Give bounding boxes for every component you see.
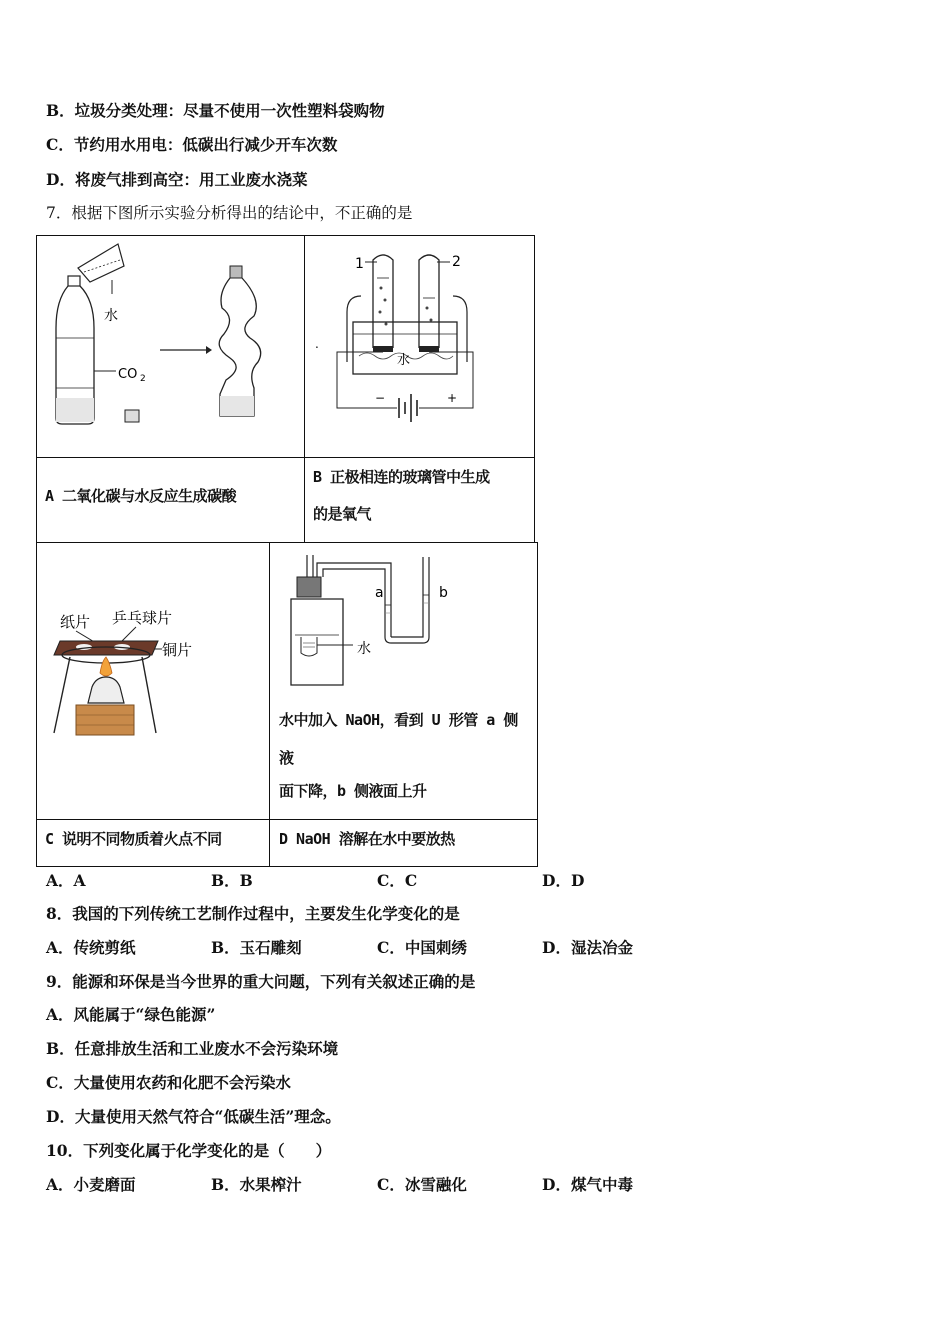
label-tube-2: 2 xyxy=(452,254,461,270)
label-minus: − xyxy=(375,391,386,405)
svg-text:.: . xyxy=(315,337,319,351)
q6-option-c: C．节约用水用电：低碳出行减少开车次数 xyxy=(46,135,338,154)
note-d-line1: 水中加入 NaOH，看到 U 形管 a 侧 xyxy=(279,711,518,729)
label-tube-1: 1 xyxy=(355,256,364,272)
q6-option-d: D．将废气排到高空：用工业废水浇菜 xyxy=(46,170,308,189)
caption-a: A 二氧化碳与水反应生成碳酸 xyxy=(45,487,237,505)
label-water-a: 水 xyxy=(104,308,118,324)
label-a: a xyxy=(375,585,384,601)
q10-options xyxy=(46,1175,746,1195)
q9-option-b[interactable]: B．任意排放生活和工业废水不会污染环境 xyxy=(46,1039,339,1058)
q10-option-c[interactable]: C．冰雪融化 xyxy=(377,1175,467,1194)
q6-option-b: B．垃圾分类处理：尽量不使用一次性塑料袋购物 xyxy=(46,101,385,120)
figure-b-electrolysis xyxy=(307,238,533,454)
q9-stem: 9．能源和环保是当今世界的重大问题，下列有关叙述正确的是 xyxy=(46,972,476,991)
note-d-line2: 液 xyxy=(279,749,294,767)
label-plus: + xyxy=(447,391,458,405)
label-water-d: 水 xyxy=(357,641,371,657)
q7-option-a[interactable]: A．A xyxy=(46,871,86,890)
figure-c-ignition xyxy=(40,545,266,815)
q9-option-a[interactable]: A．风能属于“绿色能源” xyxy=(46,1005,216,1024)
label-copper: 铜片 xyxy=(162,641,193,659)
q8-options xyxy=(46,938,746,958)
q9-option-d[interactable]: D．大量使用天然气符合“低碳生活”理念。 xyxy=(46,1107,341,1126)
q7-option-c[interactable]: C．C xyxy=(377,871,418,890)
q7-option-d[interactable]: D．D xyxy=(542,871,585,890)
q7-option-b[interactable]: B．B xyxy=(211,871,253,890)
note-d-line3: 面下降，b 侧液面上升 xyxy=(279,782,427,800)
label-water-b: 水 xyxy=(397,353,411,368)
label-b: b xyxy=(439,585,448,601)
label-co2-sub: 2 xyxy=(140,374,146,384)
q10-stem: 10．下列变化属于化学变化的是（ ） xyxy=(46,1141,332,1160)
caption-c: C 说明不同物质着火点不同 xyxy=(45,830,222,848)
q9-option-c[interactable]: C．大量使用农药和化肥不会污染水 xyxy=(46,1073,291,1092)
caption-d: D NaOH 溶解在水中要放热 xyxy=(279,830,455,848)
caption-b-line1: B 正极相连的玻璃管中生成 xyxy=(313,468,490,486)
q8-option-d[interactable]: D．湿法冶金 xyxy=(542,938,633,957)
q8-option-b[interactable]: B．玉石雕刻 xyxy=(211,938,302,957)
q10-option-a[interactable]: A．小麦磨面 xyxy=(46,1175,136,1194)
q10-option-d[interactable]: D．煤气中毒 xyxy=(542,1175,633,1194)
q8-option-a[interactable]: A．传统剪纸 xyxy=(46,938,136,957)
q8-stem: 8．我国的下列传统工艺制作过程中，主要发生化学变化的是 xyxy=(46,904,460,923)
q7-options xyxy=(46,871,746,891)
q7-stem: 7．根据下图所示实验分析得出的结论中，不正确的是 xyxy=(46,204,413,222)
label-paper: 纸片 xyxy=(60,613,91,631)
label-co2: CO xyxy=(118,367,138,382)
figure-a-co2-bottle xyxy=(40,238,302,454)
q8-option-c[interactable]: C．中国刺绣 xyxy=(377,938,467,957)
figure-d-u-tube xyxy=(273,545,535,695)
label-pingpong: 乒乓球片 xyxy=(112,609,173,627)
q10-option-b[interactable]: B．水果榨汁 xyxy=(211,1175,302,1194)
caption-b-line2: 的是氧气 xyxy=(313,505,372,523)
